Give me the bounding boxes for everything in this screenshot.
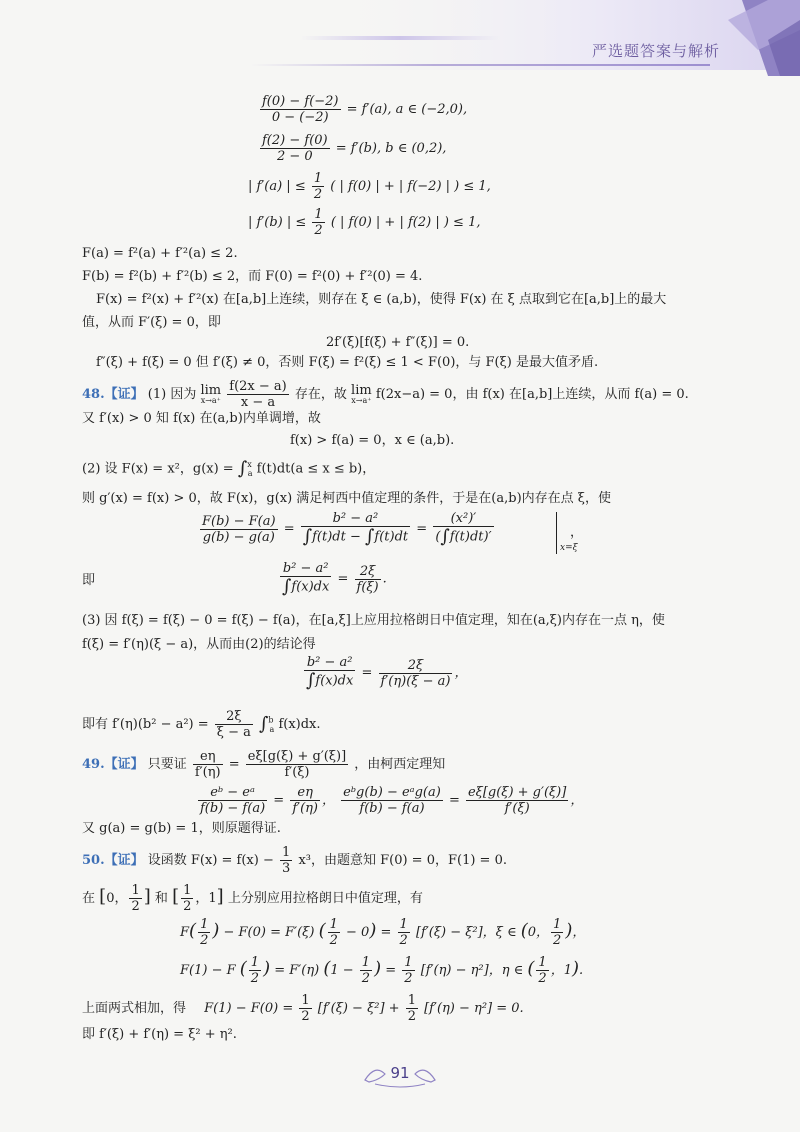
equation-line: | f′(a) | ≤ $\frac{1}{2}$ ( | f(0) | + | f(−2) | ) ≤ 1, [248, 171, 491, 202]
fraction: $\frac{1}{2}$ [301, 993, 310, 1024]
fraction: $\frac{1}{2}$ [250, 955, 260, 986]
limit: lim x→a⁺ [200, 383, 222, 405]
text-line: 又 f′(x) > 0 知 f(x) 在(a,b)内单调增，故 [82, 411, 321, 426]
fraction: $\frac{1}{2}$ [200, 917, 209, 948]
text-line: 49.【证】 只要证 $\frac{e\eta}{f'(\eta)}$ = $\frac{e\xi[g(\xi) + g'(\xi)]}{f'(\xi)}$ ，由柯西定理知 [82, 749, 446, 780]
fraction: $\frac{\text{b² − a²}}{\int f(t)dt - \int f(t)dt}$ [302, 511, 409, 547]
problem-tag-49: 49.【证】 [82, 757, 144, 772]
equation-line: F( $\frac{1}{2}$ ) − F(0) = F′(ξ) ( $\frac{1}{2}$ − 0) = $\frac{1}{2}$ [f′(ξ) − ξ²]，ξ ∈ (0， $\frac{1}{2}$ )， [180, 917, 586, 948]
fraction: $\frac{e\eta}{f'(\eta)}$ [292, 785, 319, 816]
equation-line: $\frac{\text{b² − a²}}{\int f(x)dx}$ = $\frac{2\xi}{f(\xi)}$ . [282, 561, 387, 597]
text-line: (2) 设 F(x) = x²，g(x) = ∫$^x_a$ f(t)dt(a ≤ x ≤ b)， [82, 458, 376, 479]
text-line: 50.【证】 设函数 F(x) = f(x) − $\frac{1}{3}$ x³，由题意知 F(0) = 0，F(1) = 0. [82, 845, 507, 876]
fraction: $\frac{1}{2}$ [404, 955, 413, 986]
text-line: 即 [82, 573, 96, 588]
page-number: 91 [390, 1064, 410, 1082]
equation-line: F(1) − F ( $\frac{1}{2}$ ) = F′(η) (1 − $\frac{1}{2}$ ) = $\frac{1}{2}$ [f′(η) − η²]，η ∈ ( $\frac{1}{2}$ ，1). [180, 955, 584, 986]
text-line: 值，从而 F′(ξ) = 0，即 [82, 315, 221, 330]
header-title: 严选题答案与解析 [591, 42, 720, 60]
text-line: F(b) = f²(b) + f′²(b) ≤ 2，而 F(0) = f²(0) + f′²(0) = 4. [82, 269, 423, 284]
punctuation: ， [570, 525, 584, 540]
fraction: $\frac{1}{2}$ [399, 917, 408, 948]
fraction: $\frac{1}{2}$ [313, 171, 323, 202]
equation-line: | f′(b) | ≤ $\frac{1}{2}$ ( | f(0) | + | f(2) | ) ≤ 1, [248, 207, 481, 238]
fraction: $\frac{1}{2}$ [538, 955, 547, 986]
fraction: $\frac{1}{2}$ [329, 917, 338, 948]
problem-tag-50: 50.【证】 [82, 853, 144, 868]
fraction: $\frac{1}{2}$ [131, 883, 140, 914]
text-line: 即 f′(ξ) + f′(η) = ξ² + η². [82, 1027, 237, 1042]
limit: lim x→a⁺ [351, 383, 372, 405]
fraction: $\frac{1}{2}$ [407, 993, 416, 1024]
text-line: 即有 f′(η)(b² − a²) = $\frac{2\xi}{\xi - a}$ ∫$^b_a$ f(x)dx. [82, 709, 321, 740]
text-line: 上面两式相加，得 F(1) − F(0) = $\frac{1}{2}$ [f′(ξ) − ξ²] + $\frac{1}{2}$ [f′(η) − η²] = 0. [82, 993, 524, 1024]
text-line: 又 g(a) = g(b) = 1，则原题得证. [82, 821, 281, 836]
fraction: $\frac{1}{2}$ [183, 883, 192, 914]
equation-line: $\frac{F(b) - F(a)}{g(b) - g(a)}$ = $\frac{\text{b² − a²}}{\int f(t)dt - \int f(t)dt}$ = $\frac{\text{(x²)′}}{(\int f(t)dt)'}$ [202, 511, 492, 547]
header-decor-line [300, 36, 500, 40]
fraction: $\frac{f(2) - f(0)}{2 - 0}$ [262, 133, 328, 164]
fraction: $\frac{\text{(x²)′}}{(\int f(t)dt)'}$ [435, 511, 492, 547]
equation-line: $\frac{\text{b² − a²}}{\int f(x)dx}$ = $\frac{2\xi}{f'(\eta)(\xi - a)}$ ， [306, 655, 468, 691]
fraction: $\frac{1}{2}$ [314, 207, 323, 238]
fraction: $\frac{\text{b² − a²}}{\int f(x)dx}$ [282, 561, 330, 597]
fraction: $\frac{1}{2}$ [553, 917, 562, 948]
fraction: $\frac{\text{eᵇ − eᵃ}}{f(b) - f(a)}$ [200, 785, 266, 816]
text-line: f″(ξ) + f(ξ) = 0 但 f′(ξ) ≠ 0，否则 F(ξ) = f²(ξ) ≤ 1 < F(0)，与 F(ξ) 是最大值矛盾. [96, 355, 599, 370]
fraction: $\frac{2\xi}{f'(\eta)(\xi - a)}$ [380, 657, 451, 689]
equation-line: f(x) > f(a) = 0，x ∈ (a,b). [290, 433, 455, 448]
fraction: $\frac{1}{2}$ [361, 955, 371, 986]
text-line: F(x) = f²(x) + f′²(x) 在[a,b]上连续，则存在 ξ ∈ (a,b)，使得 F(x) 在 ξ 点取到它在[a,b]上的最大 [96, 292, 667, 307]
evaluation-bar [556, 512, 557, 554]
problem-tag-48: 48.【证】 [82, 387, 144, 402]
text-line: f(ξ) = f′(η)(ξ − a)，从而由(2)的结论得 [82, 637, 316, 652]
text-line: 48.【证】 (1) 因为 lim x→a⁺ $\frac{f(2x - a)}{x - a}$ 存在，故 lim x→a⁺ f(2x−a) = 0，由 f(x) 在[a,b]上连续，从而 f(a) = 0. [82, 379, 689, 410]
text-line: F(a) = f²(a) + f′²(a) ≤ 2. [82, 246, 238, 261]
equation-line: 2f′(ξ)[f(ξ) + f″(ξ)] = 0. [326, 335, 470, 350]
fraction: $\frac{e\eta}{f'(\eta)}$ [194, 749, 221, 780]
header-rule [250, 64, 710, 66]
fraction: $\frac{2\xi}{\xi - a}$ [216, 709, 251, 740]
fraction: $\frac{1}{3}$ [282, 845, 291, 876]
equation-line: $\frac{\text{eᵇ − eᵃ}}{f(b) - f(a)}$ = $\frac{e\eta}{f'(\eta)}$ ， $\frac{\text{eᵇg(b) − eᵃg(a)}}{f(b) - f(a)}$ = $\frac{e\xi[g(\xi) + g'(\xi)]}{f'(\xi)}$ ， [200, 785, 584, 816]
fraction: $\frac{f(0) - f(-2)}{0 - (-2)}$ [262, 94, 339, 125]
fraction: $\frac{F(b) - F(a)}{g(b) - g(a)}$ [202, 513, 276, 545]
text-line: 则 g′(x) = f(x) > 0，故 F(x)，g(x) 满足柯西中值定理的条件，于是在(a,b)内存在点 ξ，使 [82, 491, 611, 506]
evaluation-subscript: x=ξ [560, 543, 578, 553]
text-line: (3) 因 f(ξ) = f(ξ) − 0 = f(ξ) − f(a)，在[a,ξ]上应用拉格朗日中值定理，知在(a,ξ)内存在一点 η，使 [82, 613, 665, 628]
fraction: $\frac{e\xi[g(\xi) + g'(\xi)]}{f'(\xi)}$ [247, 749, 347, 780]
fraction: $\frac{\text{eᵇg(b) − eᵃg(a)}}{f(b) - f(a)}$ [343, 785, 441, 816]
equation-line: $\frac{f(0) - f(-2)}{0 - (-2)}$ = f′(a), a ∈ (−2,0), [262, 94, 468, 125]
fraction: $\frac{\text{b² − a²}}{\int f(x)dx}$ [306, 655, 354, 691]
corner-tab-decoration [728, 0, 800, 76]
fraction: $\frac{f(2x - a)}{x - a}$ [229, 379, 287, 410]
text-line: 在 [0， $\frac{1}{2}$ ] 和 [ $\frac{1}{2}$ ，1] 上分别应用拉格朗日中值定理，有 [82, 883, 423, 914]
equation-line: $\frac{f(2) - f(0)}{2 - 0}$ = f′(b), b ∈ (0,2), [262, 133, 447, 164]
fraction: $\frac{2\xi}{f(\xi)}$ [356, 563, 379, 595]
integral-sign: ∫ [237, 458, 248, 479]
fraction: $\frac{e\xi[g(\xi) + g'(\xi)]}{f'(\xi)}$ [467, 785, 567, 816]
